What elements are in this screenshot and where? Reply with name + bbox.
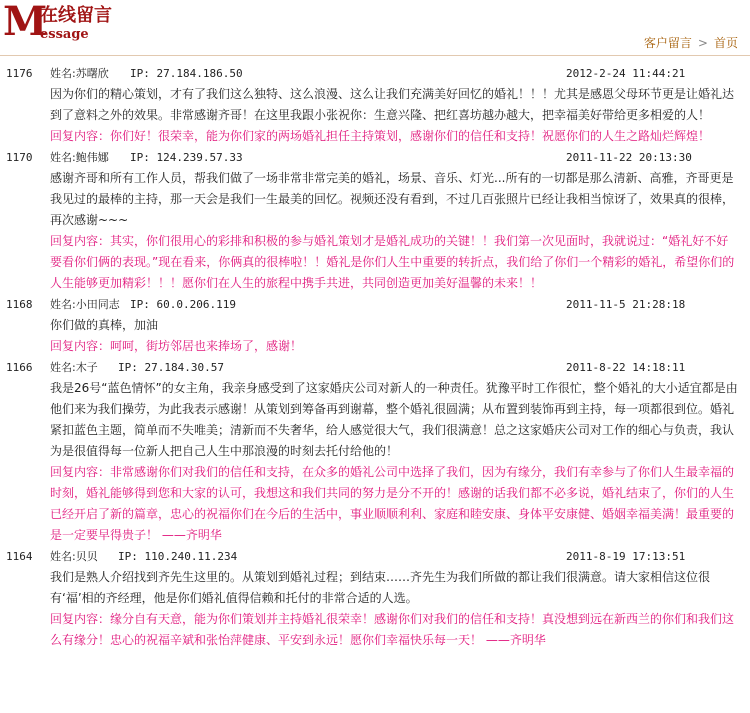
message-meta — [0, 63, 750, 84]
message-entry — [0, 63, 750, 147]
message-date: 2011-11-22 20:13:30 — [566, 151, 692, 164]
message-author: 姓名:贝贝 — [50, 550, 98, 563]
page-header — [0, 0, 750, 50]
breadcrumb — [644, 34, 738, 51]
message-reply: 回复内容：非常感谢你们对我们的信任和支持，在众多的婚礼公司中选择了我们，因为有缘分，我们有幸参与了你们人生最幸福的时刻，婚礼能够得到您和大家的认可，我想这和我们共同的努力是分不开的！感谢的话我们都不必多说，婚礼结束了，你们的人生已经开启了新的篇章，忠心的祝福你们在今后的生活中，事业顺顺利利、家庭和睦安康、身体平安康健、婚姻幸福美满！最重要的是一定要早得贵子！ ——齐明华 — [50, 465, 735, 542]
header-divider — [0, 55, 750, 56]
message-entry — [0, 294, 750, 357]
message-content: 因为你们的精心策划，才有了我们这么独特、这么浪漫、这么让我们充满美好回忆的婚礼！！！尤其是感恩父母环节更是让婚礼达到了意料之外的效果。非常感谢齐哥！在这里我跟小张祝你：生意兴隆、把红喜坊越办越大，把幸福美好带给更多相爱的人！ — [50, 87, 735, 122]
message-reply: 回复内容：你们好！很荣幸，能为你们家的两场婚礼担任主持策划，感谢你们的信任和支持！祝愿你们的人生之路灿烂辉煌！ — [50, 129, 711, 143]
logo-subtitle: essage — [40, 27, 89, 42]
message-author: 姓名:鲍伟娜 — [50, 151, 109, 164]
message-date: 2011-8-19 17:13:51 — [566, 550, 686, 563]
message-entry — [0, 357, 750, 546]
message-ip: IP: 124.239.57.33 — [130, 151, 243, 164]
message-id: 1166 — [6, 361, 33, 374]
message-reply: 回复内容：呵呵，街坊邻居也来捧场了，感谢！ — [50, 339, 303, 353]
message-entry — [0, 546, 750, 651]
breadcrumb-item-messages[interactable]: 客户留言 — [643, 36, 692, 50]
message-id: 1164 — [6, 550, 33, 563]
message-ip: IP: 110.240.11.234 — [118, 550, 238, 563]
logo-letter: M — [3, 0, 48, 45]
message-reply: 回复内容：其实，你们很用心的彩排和积极的参与婚礼策划才是婚礼成功的关键！！我们第一次见面时，我就说过：“婚礼好不好要看你们俩的表现。”现在看来，你俩真的很棒啦！！婚礼是你们人生中重要的转折点，我们给了你们一个精彩的婚礼，希望你们的人生能够更加精彩！！！愿你们在人生的旅程中携手共进，共同创造更加美好温馨的未来！！ — [50, 234, 735, 290]
message-reply: 回复内容：缘分自有天意，能为你们策划并主持婚礼很荣幸！感谢你们对我们的信任和支持！真没想到远在新西兰的你们和我们这么有缘分！忠心的祝福辛斌和张怡萍健康、平安到永远！愿你们幸福快乐每一天！ ——齐明华 — [50, 612, 735, 647]
message-content: 感谢齐哥和所有工作人员，帮我们做了一场非常非常完美的婚礼，场景、音乐、灯光...所有的一切都是那么清新、高雅，齐哥更是我见过的最棒的主持，那一天会是我们一生最美的回忆。视频还没有看到，不过几百张照片已经让我相当惊讶了，效果真的很棒，再次感谢~~~ — [50, 171, 735, 227]
message-ip: IP: 60.0.206.119 — [130, 298, 236, 311]
message-id: 1170 — [6, 151, 33, 164]
breadcrumb-separator: > — [697, 36, 708, 50]
message-ip: IP: 27.184.30.57 — [118, 361, 224, 374]
message-date: 2012-2-24 11:44:21 — [566, 67, 686, 80]
message-list — [0, 63, 750, 651]
message-ip: IP: 27.184.186.50 — [130, 67, 243, 80]
message-meta — [0, 546, 750, 567]
message-author: 姓名:木子 — [50, 361, 98, 374]
message-author: 姓名:苏曙欣 — [50, 67, 109, 80]
message-id: 1176 — [6, 67, 33, 80]
breadcrumb-item-home[interactable]: 首页 — [713, 36, 738, 50]
message-entry — [0, 147, 750, 294]
message-id: 1168 — [6, 298, 33, 311]
message-content: 我们是熟人介绍找到齐先生这里的。从策划到婚礼过程；到结束……齐先生为我们所做的都让我们很满意。请大家相信这位很有‘福’相的齐经理，他是你们婚礼值得信赖和托付的非常合适的人选。 — [50, 570, 711, 605]
message-content: 我是26号“蓝色情怀”的女主角，我亲身感受到了这家婚庆公司对新人的一种责任。犹豫平时工作很忙，整个婚礼的大小适宜都是由他们来为我们操劳，为此我表示感谢！从策划到筹备再到谢幕，整个婚礼很圆满；从布置到装饰再到主持，每一项都很到位。婚礼紧扣蓝色主题，简单而不失唯美；清新而不失奢华，给人感觉很大气，我们很满意！总之这家婚庆公司对工作的细心与负责，我认为是很值得每一位新人把自己人生中那浪漫的时刻去托付给他的！ — [50, 381, 738, 458]
message-date: 2011-11-5 21:28:18 — [566, 298, 686, 311]
logo-title: 在线留言 — [40, 5, 112, 26]
message-date: 2011-8-22 14:18:11 — [566, 361, 686, 374]
message-meta — [0, 294, 750, 315]
message-content: 你们做的真棒，加油 — [50, 318, 159, 332]
message-meta — [0, 147, 750, 168]
message-meta — [0, 357, 750, 378]
message-author: 姓名:小田同志 — [50, 298, 120, 311]
